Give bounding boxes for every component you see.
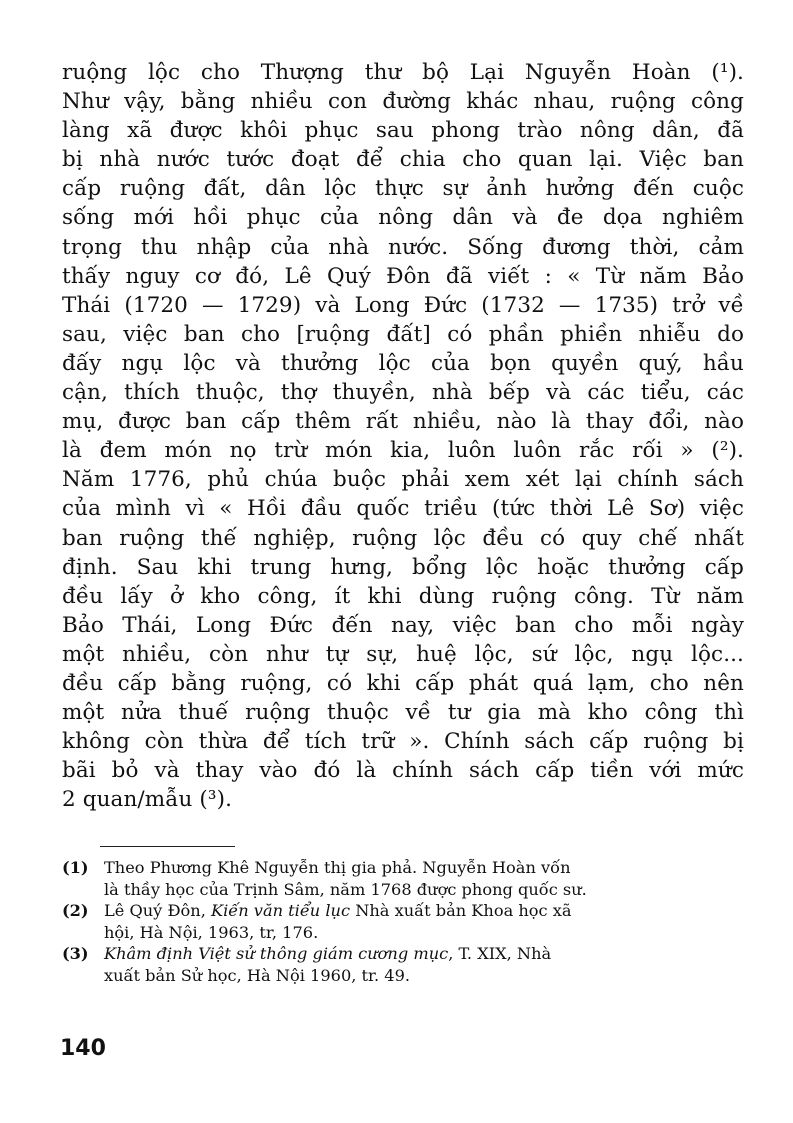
text-line: làng xã được khôi phục sau phong trào nông dân, đã [62, 118, 744, 144]
text-line: thấy nguy cơ đó, Lê Quý Đôn đã viết : « Từ năm Bảo [62, 263, 744, 289]
page-body [62, 58, 744, 814]
text-line: bị nhà nước tước đoạt để chia cho quan lại. Việc ban [62, 147, 744, 173]
footnote-divider [100, 846, 235, 847]
text-line: Như vậy, bằng nhiều con đường khác nhau, ruộng công [62, 89, 744, 115]
footnote-publisher: , T. XIX, Nhà [448, 944, 552, 963]
footnote-book-title: Khâm định Việt sử thông giám cương mục [104, 944, 449, 963]
text-line: là đem món nọ trừ món kia, luôn luôn rắc rối » (²). [62, 438, 744, 464]
text-line: mụ, được ban cấp thêm rất nhiều, nào là thay đổi, nào [62, 409, 744, 435]
text-line: bãi bỏ và thay vào đó là chính sách cấp tiền với mức [62, 758, 744, 784]
text-line: cận, thích thuộc, thợ thuyền, nhà bếp và các tiểu, các [62, 380, 744, 406]
text-line: ban ruộng thế nghiệp, ruộng lộc đều có quy chế nhất [62, 525, 744, 551]
footnote-line: là thầy học của Trịnh Sâm, năm 1768 được phong quốc sư. [104, 879, 587, 899]
text-line: đều lấy ở kho công, ít khi dùng ruộng công. Từ năm [62, 583, 744, 609]
footnote-publisher: Nhà xuất bản Khoa học xã [350, 901, 572, 920]
page-number: 140 [60, 1036, 106, 1061]
footnote-2 [62, 900, 744, 943]
text-line: không còn thừa để tích trữ ». Chính sách cấp ruộng bị [62, 729, 744, 755]
text-line: một nửa thuế ruộng thuộc về tư gia mà kho công thì [62, 700, 744, 726]
footnote-3 [62, 943, 744, 986]
text-line: sống mới hồi phục của nông dân và đe dọa nghiêm [62, 205, 744, 231]
text-line: cấp ruộng đất, dân lộc thực sự ảnh hưởng đến cuộc [62, 176, 744, 202]
footnote-number: (2) [62, 901, 89, 920]
footnote-line [104, 943, 744, 965]
text-line: ruộng lộc cho Thượng thư bộ Lại Nguyễn Hoàn (¹). [62, 60, 744, 85]
main-text [62, 58, 744, 814]
footnote-number: (1) [62, 858, 89, 877]
text-line: 2 quan/mẫu (³). [62, 787, 233, 813]
text-line: định. Sau khi trung hưng, bổng lộc hoặc thưởng cấp [62, 554, 744, 580]
footnote-line: xuất bản Sử học, Hà Nội 1960, tr. 49. [104, 965, 411, 985]
footnotes [62, 857, 744, 986]
footnote-line: hội, Hà Nội, 1963, tr, 176. [104, 922, 319, 942]
text-line: đều cấp bằng ruộng, có khi cấp phát quá lạm, cho nên [62, 670, 744, 696]
footnote-number: (3) [62, 944, 89, 963]
text-line: Bảo Thái, Long Đức đến nay, việc ban cho mỗi ngày [62, 612, 744, 638]
footnote-author: Lê Quý Đôn, [104, 901, 211, 920]
text-line: của mình vì « Hồi đầu quốc triều (tức thời Lê Sơ) việc [62, 496, 744, 522]
text-line: sau, việc ban cho [ruộng đất] có phần phiền nhiễu do [62, 321, 744, 347]
text-line: Năm 1776, phủ chúa buộc phải xem xét lại chính sách [62, 467, 744, 493]
text-line: đấy ngụ lộc và thưởng lộc của bọn quyền quý, hầu [62, 350, 744, 376]
text-line: trọng thu nhập của nhà nước. Sống đương thời, cảm [62, 234, 744, 260]
footnote-line [104, 900, 744, 922]
text-line: một nhiều, còn như tự sự, huệ lộc, sứ lộc, ngụ lộc... [62, 641, 744, 667]
footnote-book-title: Kiến văn tiểu lục [211, 901, 351, 920]
text-line: Thái (1720 — 1729) và Long Đức (1732 — 1735) trở về [62, 292, 744, 318]
footnote-1 [62, 857, 744, 900]
footnote-line: Theo Phương Khê Nguyễn thị gia phả. Nguyễn Hoàn vốn [104, 858, 571, 877]
